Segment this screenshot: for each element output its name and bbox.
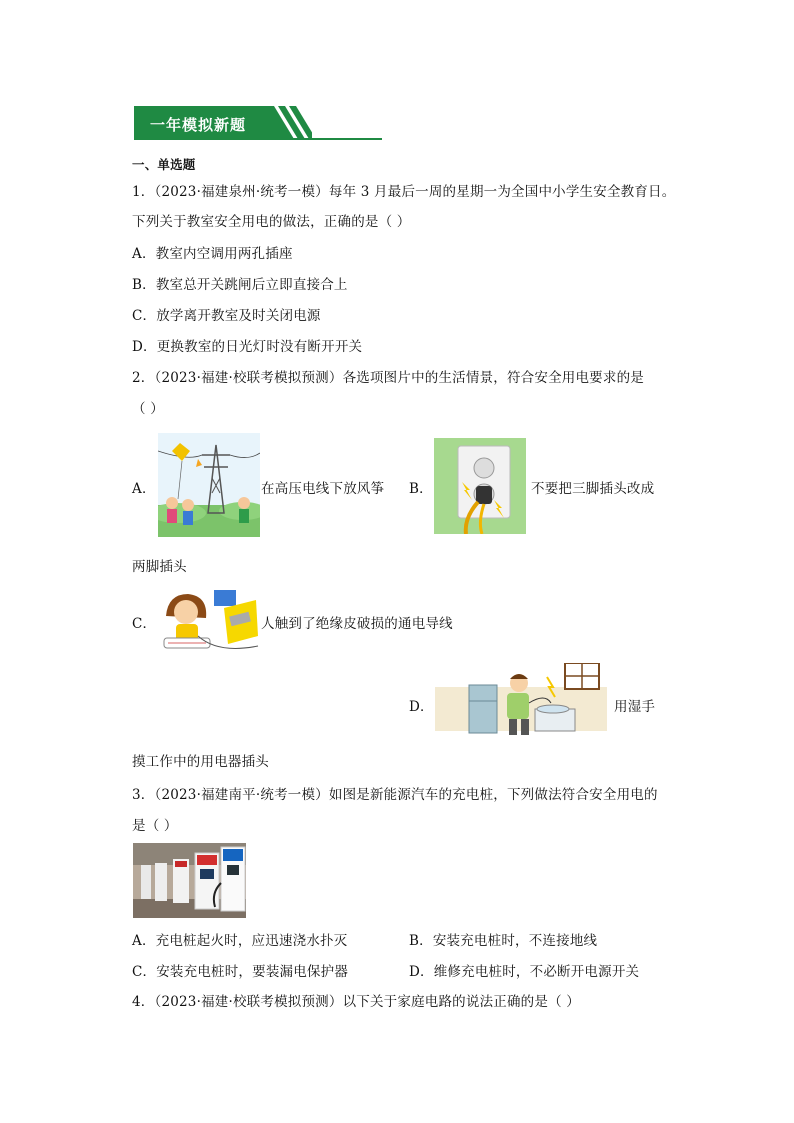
q3-option-a: A．充电桩起火时，应迅速浇水扑灭 bbox=[132, 933, 348, 949]
q1-option-c: C．放学离开教室及时关闭电源 bbox=[132, 308, 321, 324]
q3-stem-line1: 3．（2023·福建南平·统考一模）如图是新能源汽车的充电桩，下列做法符合安全用电的 bbox=[132, 787, 658, 803]
q3-stem-line2: 是（ ） bbox=[132, 818, 178, 834]
wet-hand-plug-image bbox=[435, 663, 607, 738]
q1-option-b: B．教室总开关跳闸后立即直接合上 bbox=[132, 277, 348, 293]
q3-option-c: C．安装充电桩时，要装漏电保护器 bbox=[132, 964, 349, 980]
q1-option-a: A．教室内空调用两孔插座 bbox=[132, 246, 293, 262]
q2-option-d-text: 用湿手 bbox=[614, 699, 656, 715]
q1-option-d: D．更换教室的日光灯时没有断开开关 bbox=[132, 339, 363, 355]
q2-option-b-label: B． bbox=[409, 481, 433, 497]
q3-option-d: D．维修充电桩时，不必断开电源开关 bbox=[409, 964, 640, 980]
banner-title: 一年模拟新题 bbox=[150, 116, 247, 134]
q4-stem-line1: 4．（2023·福建·校联考模拟预测）以下关于家庭电路的说法正确的是（ ） bbox=[132, 994, 580, 1010]
damaged-wire-touch-image bbox=[158, 586, 260, 656]
charging-pile-photo bbox=[133, 843, 246, 918]
q2-option-b-continued: 两脚插头 bbox=[132, 559, 187, 575]
q2-option-c-text: 人触到了绝缘皮破损的通电导线 bbox=[261, 616, 453, 632]
q2-stem-line2: （ ） bbox=[132, 401, 164, 417]
kite-under-power-line-image bbox=[158, 433, 260, 537]
q3-option-b: B．安装充电桩时，不连接地线 bbox=[409, 933, 598, 949]
q2-option-d-label: D． bbox=[409, 699, 434, 715]
q2-stem-line1: 2．（2023·福建·校联考模拟预测）各选项图片中的生活情景，符合安全用电要求的是 bbox=[132, 370, 644, 386]
q1-stem-line1: 1．（2023·福建泉州·统考一模）每年 3 月最后一周的星期一为全国中小学生安全教育日。 bbox=[132, 184, 676, 200]
three-prong-plug-socket-image bbox=[434, 438, 526, 534]
q2-option-b-text: 不要把三脚插头改成 bbox=[531, 481, 655, 497]
q2-option-c-label: C． bbox=[132, 616, 157, 632]
banner-rule bbox=[134, 138, 382, 140]
q2-option-a-text: 在高压电线下放风筝 bbox=[261, 481, 385, 497]
q2-option-d-continued: 摸工作中的用电器插头 bbox=[132, 754, 269, 770]
q1-stem-line2: 下列关于教室安全用电的做法，正确的是（ ） bbox=[132, 214, 411, 230]
q2-option-a-label: A． bbox=[132, 481, 156, 497]
section-heading: 一、单选题 bbox=[132, 157, 196, 172]
